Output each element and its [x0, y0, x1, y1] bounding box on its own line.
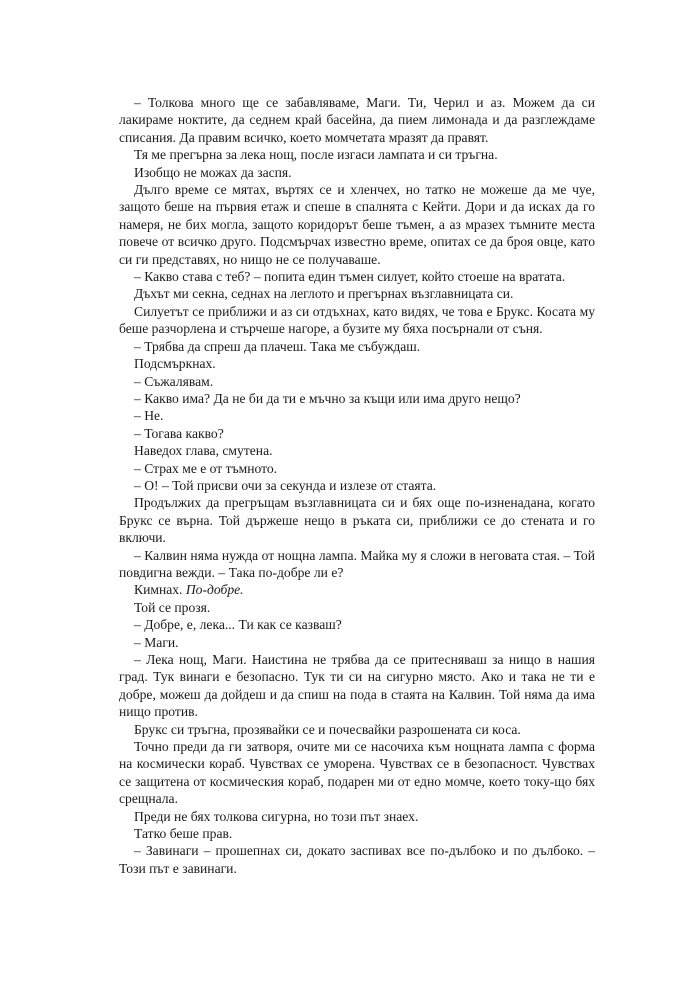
paragraph: Точно преди да ги затворя, очите ми се насочиха към нощната лампа с форма на космически кораб. Чувствах се уморена. Чувствах се в безопасност. Чувствах се защитена от космическия кораб, подарен ми от едно момче, което току-що бях срещнала.	[119, 739, 595, 807]
paragraph: – Маги.	[134, 634, 179, 650]
paragraph: Тя ме прегърна за лека нощ, после изгаси лампата и си тръгна.	[134, 147, 498, 163]
paragraph: Подсмъркнах.	[134, 356, 216, 372]
paragraph: – Завинаги – прошепнах си, докато заспивах все по-дълбоко и по дълбоко. – Този път е завинаги.	[119, 843, 595, 876]
paragraph: – Лека нощ, Маги. Наистина не трябва да се притесняваш за нищо в нашия град. Тук винаги е безопасно. Тук ти си на сигурно място. Ако и така не ти е добре, можеш да дойдеш и да спиш на пода в стаята на Калвин. Той няма да има нищо против.	[119, 652, 595, 720]
paragraph: Дъхът ми секна, седнах на леглото и прегърнах възглавницата си.	[134, 286, 514, 302]
paragraph: – Какво има? Да не би да ти е мъчно за къщи или има друго нещо?	[134, 390, 521, 406]
paragraph: Изобщо не можах да заспя.	[134, 164, 292, 180]
paragraph-with-italic	[119, 581, 595, 598]
paragraph: Дълго време се мятах, въртях се и хленчех, но татко не можеше да ме чуе, защото беше на първия етаж и спеше в спалнята с Кейти. Дори и да исках да го намеря, не бих могла, защото коридорът беше тъмен, а аз мразех тъмните места повече от всичко друго. Подсмърчах известно време, опитах се да броя овце, като си ги представях, но нищо не се получаваше.	[119, 182, 595, 267]
paragraph: – Калвин няма нужда от нощна лампа. Майка му я сложи в неговата стая. – Той повдигна вежди. – Така по-добре ли е?	[119, 547, 595, 580]
page-text	[119, 94, 595, 877]
paragraph-text: Кимнах.	[134, 582, 183, 598]
paragraph: Наведох глава, смутена.	[134, 443, 273, 459]
paragraph: – Добре, е, лека... Ти как се казваш?	[134, 617, 342, 633]
paragraph: – Толкова много ще се забавляваме, Маги. Ти, Черил и аз. Можем да си лакираме ноктите, да седнем край басейна, да пием лимонада и да разглеждаме списания. Да правим всичко, което момчетата мразят да правят.	[119, 95, 595, 145]
paragraph: – Трябва да спреш да плачеш. Така ме събуждаш.	[134, 338, 421, 354]
paragraph: Преди не бях толкова сигурна, но този път знаех.	[134, 808, 419, 824]
paragraph: – Страх ме е от тъмното.	[134, 460, 278, 476]
paragraph: Той се прозя.	[134, 599, 211, 615]
paragraph: Продължих да прегръщам възглавницата си и бях още по-изненадана, когато Брукс се върна. Той държеше нещо в ръката си, приближи се до стената и го включи.	[119, 495, 595, 546]
italic-phrase: По-добре.	[185, 582, 244, 598]
paragraph: – Тогава какво?	[134, 425, 224, 441]
paragraph: Татко беше прав.	[134, 826, 233, 842]
paragraph: Брукс си тръгна, прозявайки се и почесвайки разрошената си коса.	[134, 721, 521, 737]
paragraph: – О! – Той присви очи за секунда и излезе от стаята.	[134, 477, 437, 493]
paragraph: – Какво става с теб? – попита един тъмен силует, който стоеше на вратата.	[134, 269, 566, 285]
paragraph: – Не.	[134, 408, 164, 424]
paragraph: – Съжалявам.	[134, 373, 214, 389]
paragraph: Силуетът се приближи и аз си отдъхнах, като видях, че това е Брукс. Косата му беше разчорлена и стърчеше нагоре, а бузите му бяха посърнали от съня.	[119, 303, 595, 337]
